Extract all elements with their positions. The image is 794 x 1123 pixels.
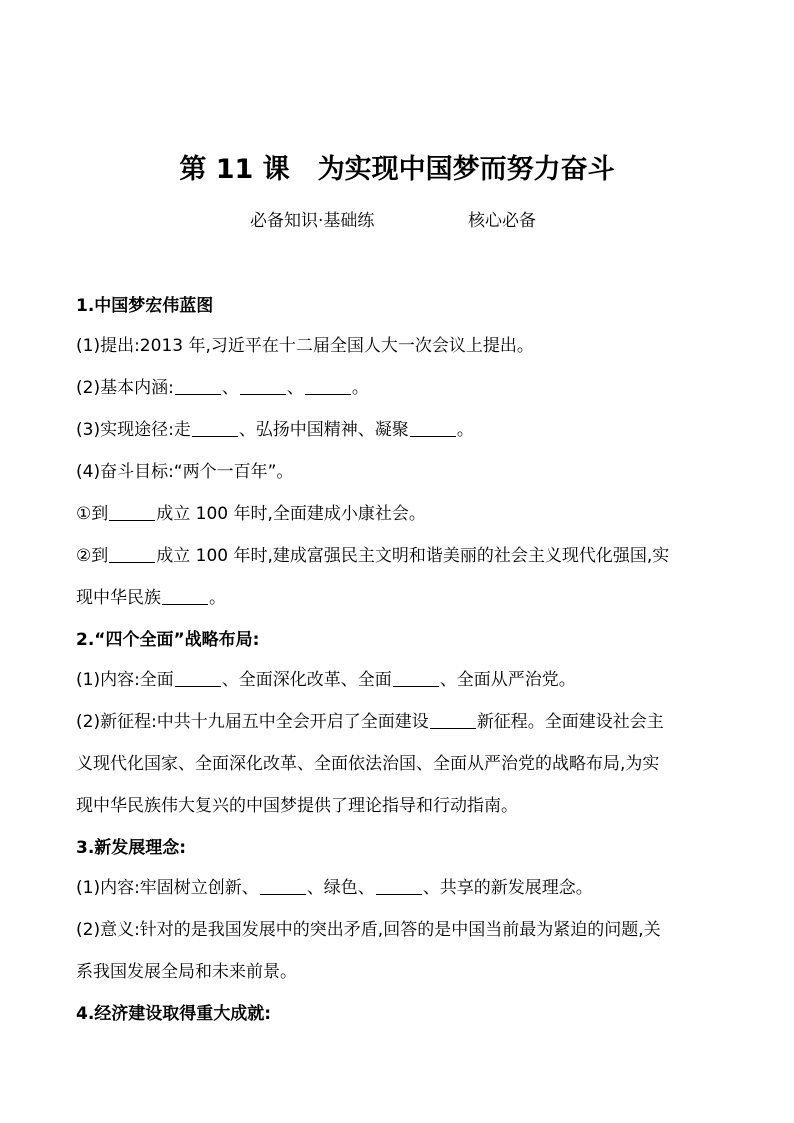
subtitle-left: 必备知识·基础练 <box>250 211 375 231</box>
lesson-number: 第 11 课 <box>179 154 290 185</box>
fill-blank[interactable] <box>376 877 422 895</box>
fill-blank[interactable] <box>175 377 221 395</box>
page-title <box>0 150 794 190</box>
fill-blank[interactable] <box>430 711 476 729</box>
text-line: 义现代化国家、全面深化改革、全面依法治国、全面从严治党的战略布局,为实 <box>76 754 660 774</box>
text-line: ②到 成立 100 年时,建成富强民主文明和谐美丽的社会主义现代化强国,实 <box>76 546 670 566</box>
fill-blank[interactable] <box>393 669 439 687</box>
fill-blank[interactable] <box>109 545 155 563</box>
section-heading-4: 4.经济建设取得重大成就: <box>76 1004 272 1024</box>
text-line: (4)奋斗目标:“两个一百年”。 <box>76 462 294 482</box>
fill-blank[interactable] <box>240 377 286 395</box>
text-line: (3)实现途径:走 、弘扬中国精神、凝聚 。 <box>76 420 474 440</box>
text-line: (1)提出:2013 年,习近平在十二届全国人大一次会议上提出。 <box>76 336 534 356</box>
fill-blank[interactable] <box>175 669 221 687</box>
section-heading-2: 2.“四个全面”战略布局: <box>76 630 260 650</box>
text-line: 现中华民族 。 <box>76 588 226 608</box>
fill-blank[interactable] <box>410 419 456 437</box>
fill-blank[interactable] <box>260 877 306 895</box>
fill-blank[interactable] <box>162 587 208 605</box>
text-line: 现中华民族伟大复兴的中国梦提供了理论指导和行动指南。 <box>76 796 518 816</box>
fill-blank[interactable] <box>109 503 155 521</box>
text-line: (2)基本内涵: 、 、 。 <box>76 378 369 398</box>
text-line: (1)内容:牢固树立创新、 、绿色、 、共享的新发展理念。 <box>76 878 593 898</box>
section-heading-1: 1.中国梦宏伟蓝图 <box>76 296 214 316</box>
text-line: (2)意义:针对的是我国发展中的突出矛盾,回答的是中国当前最为紧迫的问题,关 <box>76 920 661 940</box>
text-line: ①到 成立 100 年时,全面建成小康社会。 <box>76 504 426 524</box>
fill-blank[interactable] <box>305 377 351 395</box>
text-line: (1)内容:全面 、全面深化改革、全面 、全面从严治党。 <box>76 670 576 690</box>
text-line: 系我国发展全局和未来前景。 <box>76 962 297 982</box>
section-heading-3: 3.新发展理念: <box>76 838 187 858</box>
lesson-title: 为实现中国梦而努力奋斗 <box>317 154 615 185</box>
text-line: (2)新征程:中共十九届五中全会开启了全面建设 新征程。全面建设社会主 <box>76 712 664 732</box>
fill-blank[interactable] <box>192 419 238 437</box>
subtitle-right: 核心必备 <box>468 211 536 231</box>
